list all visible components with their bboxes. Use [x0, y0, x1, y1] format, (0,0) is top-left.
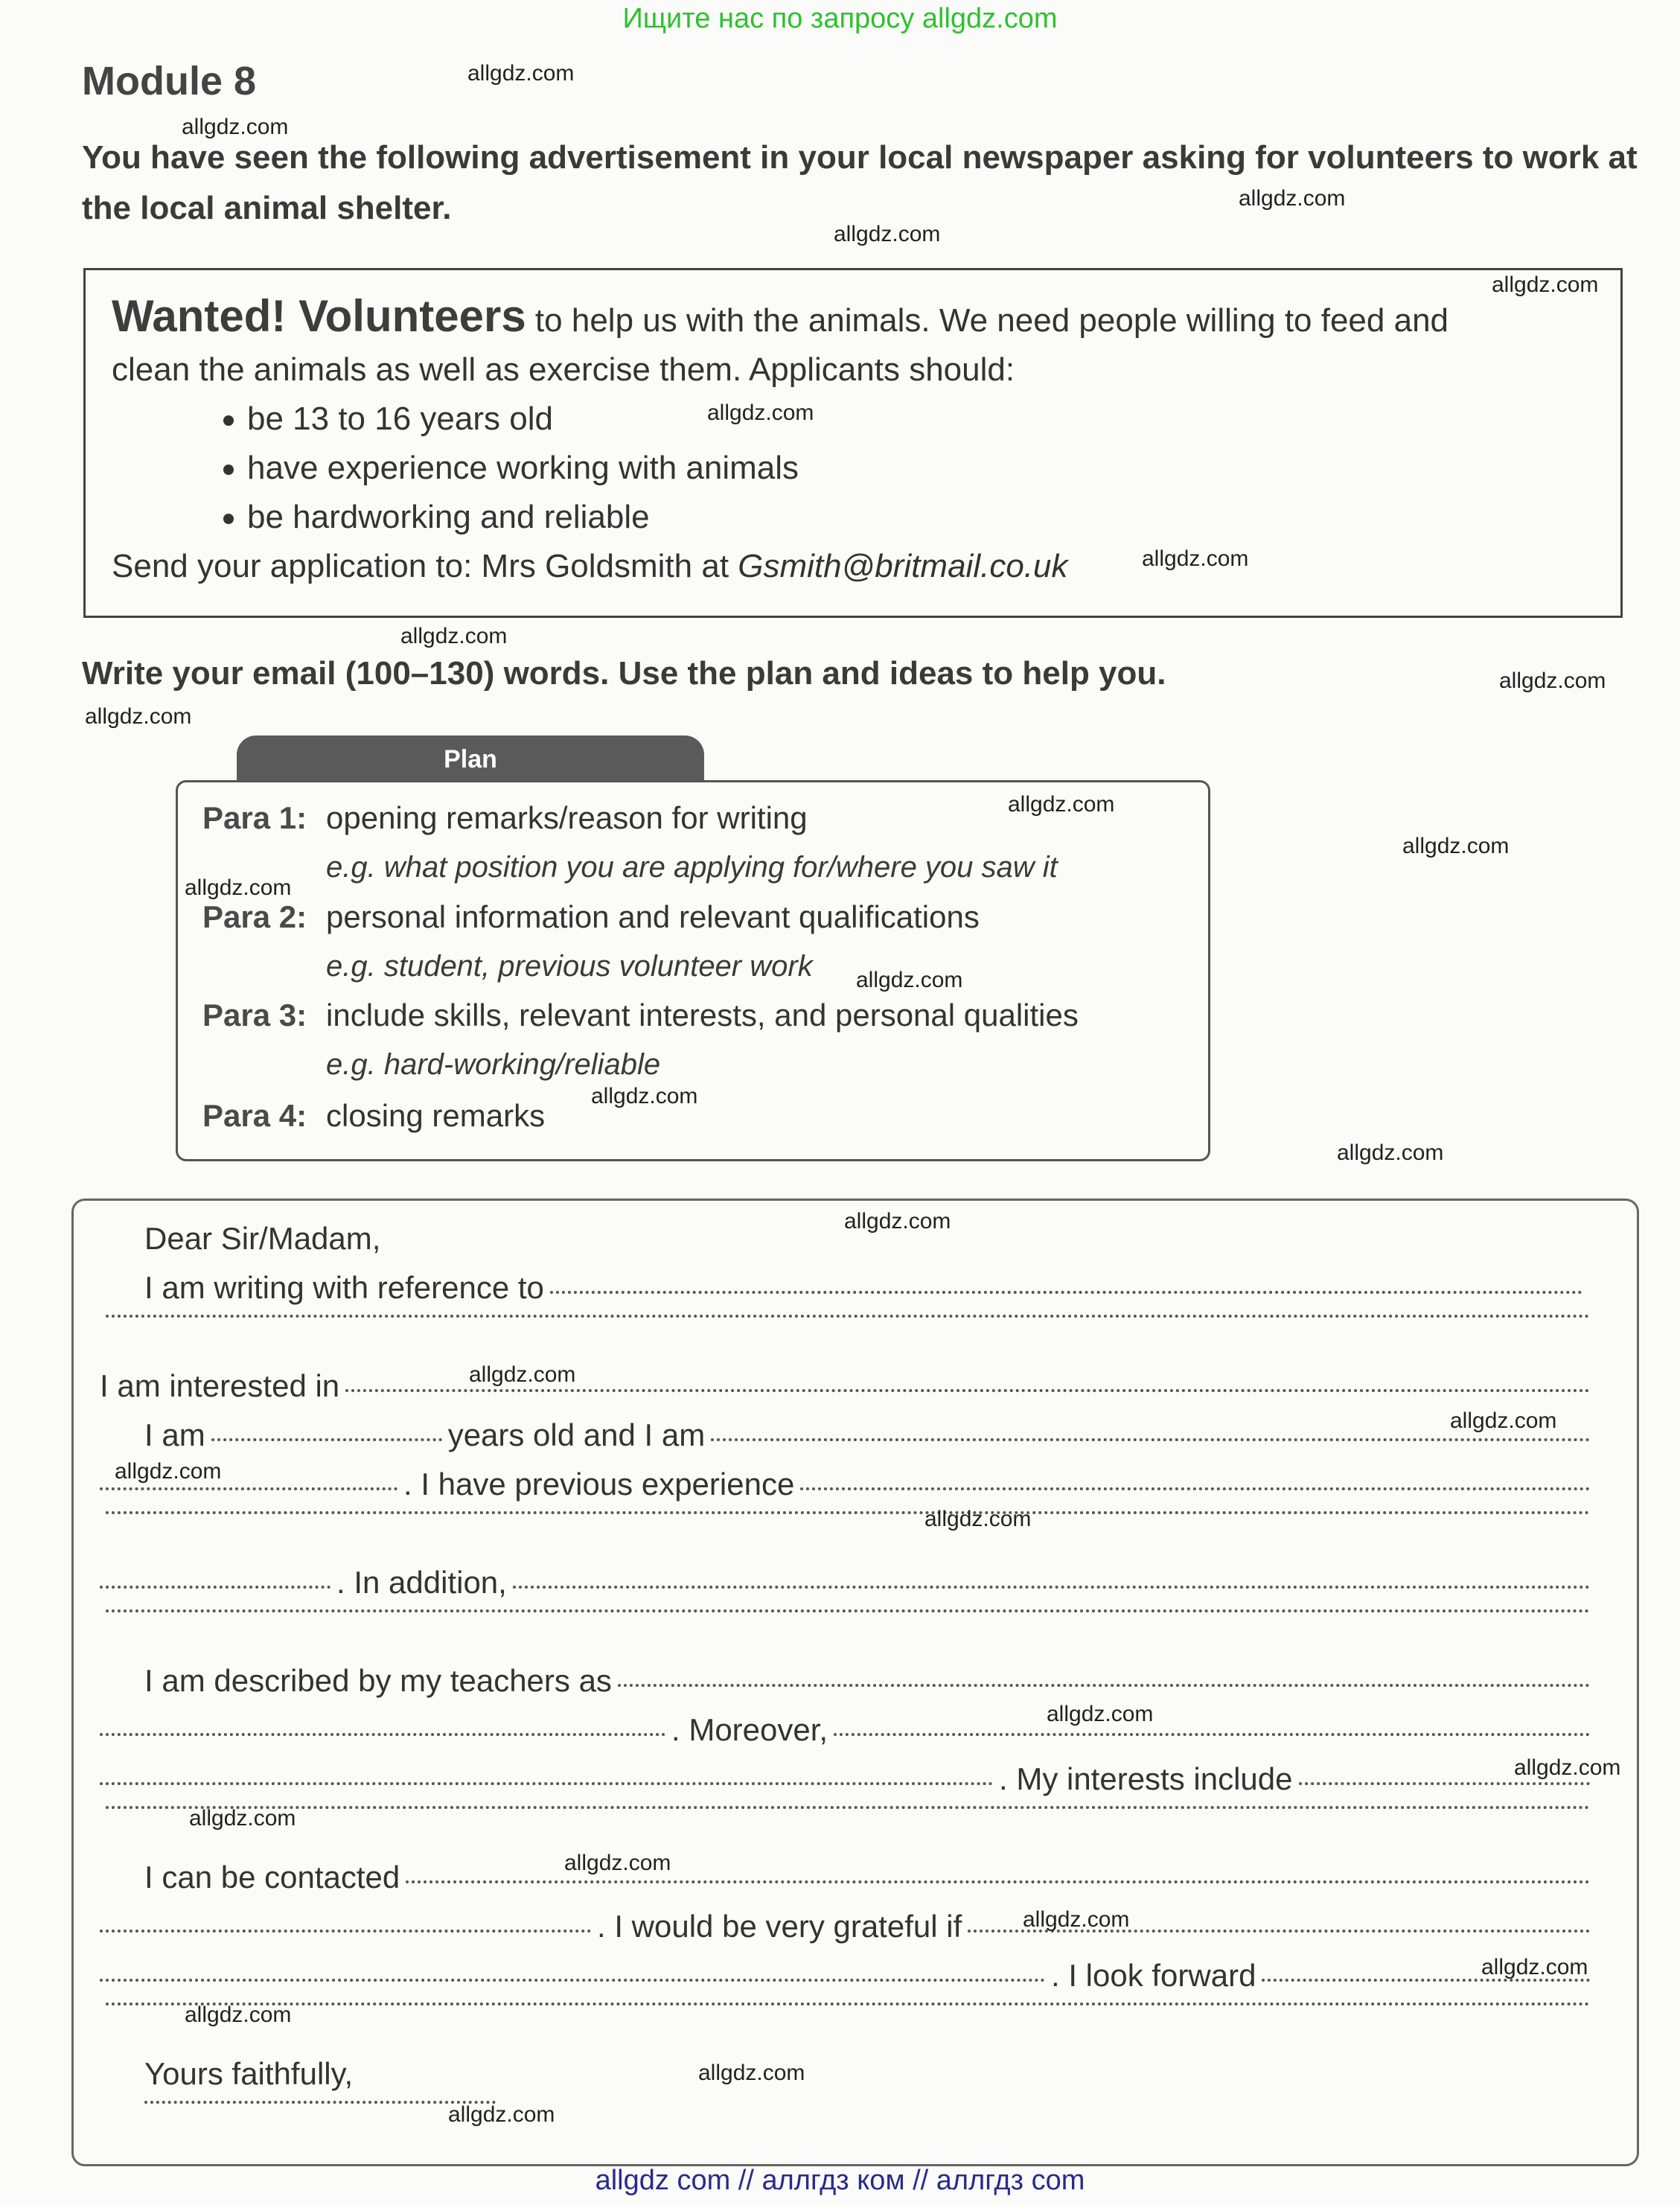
plan-example: e.g. what position you are applying for/where you saw it [326, 851, 1058, 884]
letter-line [100, 1810, 1596, 1813]
task-intro [82, 133, 1638, 234]
watermark: allgdz.com [85, 704, 192, 729]
blank-line[interactable] [406, 1880, 1590, 1883]
plan-example: e.g. hard-working/reliable [326, 1048, 661, 1081]
intro-line-1: You have seen the following advertisement in your local newspaper asking for volunteers to work at [82, 139, 1638, 176]
blank-line[interactable] [100, 1930, 591, 1933]
blank-line[interactable] [513, 1586, 1590, 1589]
letter-line: . I look forward [100, 1958, 1596, 1994]
watermark: allgdz.com [1514, 1755, 1621, 1780]
blank-line[interactable] [144, 2101, 496, 2104]
watermark: allgdz.com [448, 2102, 555, 2127]
advertisement-text [112, 292, 1600, 591]
blank-line[interactable] [800, 1487, 1590, 1490]
blank-line[interactable] [100, 1782, 993, 1785]
plan-row: Para 4: closing remarks [202, 1098, 546, 1133]
watermark: allgdz.com [189, 1806, 296, 1831]
watermark: allgdz.com [1023, 1907, 1130, 1932]
watermark: allgdz.com [1402, 834, 1510, 858]
blank-line[interactable] [100, 1733, 665, 1736]
watermark: allgdz.com [1481, 1955, 1588, 1979]
letter-line [100, 2007, 1596, 2010]
letter-line: I am interested in [100, 1368, 1596, 1404]
watermark: allgdz.com [1239, 186, 1346, 211]
bullet-icon [223, 465, 234, 475]
watermark: allgdz.com [1492, 272, 1599, 297]
watermark: allgdz.com [707, 401, 814, 425]
letter-line: I am years old and I am [144, 1417, 1596, 1453]
plan-row: Para 2: personal information and relevant qualifications [202, 899, 980, 934]
ad-line-2: clean the animals as well as exercise them. Applicants should: [112, 351, 1015, 388]
letter-line [100, 1614, 1596, 1617]
watermark: allgdz.com [591, 1084, 698, 1108]
letter-greeting: Dear Sir/Madam, [144, 1221, 381, 1256]
watermark: allgdz.com [1047, 1702, 1154, 1726]
blank-line[interactable] [550, 1291, 1582, 1294]
watermark: allgdz.com [115, 1459, 222, 1484]
intro-line-2: the local animal shelter. [82, 190, 452, 226]
top-banner: Ищите нас по запросу allgdz.com [622, 3, 1058, 34]
watermark: allgdz.com [185, 875, 292, 900]
watermark: allgdz.com [182, 115, 289, 139]
blank-line[interactable] [211, 1438, 442, 1441]
blank-line[interactable] [106, 1511, 1590, 1514]
watermark: allgdz.com [1450, 1408, 1557, 1433]
ad-headline: Wanted! Volunteers [112, 291, 526, 341]
letter-closing: Yours faithfully, [144, 2056, 354, 2091]
blank-line[interactable] [100, 1979, 1045, 1982]
watermark: allgdz.com [698, 2061, 805, 2085]
ad-line-1: to help us with the animals. We need people willing to feed and [526, 302, 1449, 339]
letter-line: I can be contacted [144, 1860, 1596, 1895]
watermark: allgdz.com [467, 61, 575, 86]
watermark: allgdz.com [924, 1507, 1032, 1531]
watermark: allgdz.com [834, 222, 941, 246]
letter-line [100, 1319, 1596, 1322]
letter-line: . I have previous experience [100, 1467, 1596, 1502]
watermark: allgdz.com [1008, 792, 1115, 817]
watermark: allgdz.com [469, 1362, 576, 1387]
ad-send-line: Send your application to: Mrs Goldsmith at Gsmith@britmail.co.uk [112, 548, 1068, 584]
blank-line[interactable] [100, 1487, 397, 1490]
blank-line[interactable] [345, 1389, 1590, 1392]
ad-bullet: have experience working with animals [112, 444, 1600, 493]
watermark: allgdz.com [1142, 546, 1249, 571]
watermark: allgdz.com [1337, 1140, 1444, 1165]
watermark: allgdz.com [844, 1209, 951, 1234]
blank-line[interactable] [834, 1733, 1590, 1736]
letter-line: I am writing with reference to [144, 1270, 1588, 1306]
watermark: allgdz.com [1499, 668, 1606, 693]
watermark: allgdz.com [856, 968, 963, 992]
bullet-icon [223, 514, 234, 524]
blank-line[interactable] [100, 1586, 330, 1589]
module-title: Module 8 [82, 59, 257, 103]
letter-line: . In addition, [100, 1565, 1596, 1601]
blank-line[interactable] [1299, 1782, 1591, 1785]
blank-line[interactable] [618, 1684, 1590, 1687]
blank-line[interactable] [106, 1315, 1590, 1318]
watermark: allgdz.com [400, 624, 508, 648]
writing-instruction: Write your email (100–130) words. Use the plan and ideas to help you. [82, 655, 1166, 692]
watermark: allgdz.com [185, 2003, 292, 2027]
bullet-icon [223, 415, 234, 426]
letter-line: I am described by my teachers as [144, 1663, 1596, 1699]
blank-line[interactable] [711, 1438, 1590, 1441]
letter-line: . Moreover, [100, 1712, 1596, 1748]
watermark: allgdz.com [564, 1851, 671, 1875]
blank-line[interactable] [106, 1609, 1590, 1612]
ad-email: Gsmith@britmail.co.uk [738, 548, 1068, 584]
plan-tab: Plan [237, 735, 704, 782]
letter-line: . I would be very grateful if [100, 1909, 1596, 1944]
blank-line[interactable] [106, 1806, 1590, 1809]
plan-row: Para 3: include skills, relevant interests, and personal qualities [202, 998, 1079, 1033]
ad-bullet: be hardworking and reliable [112, 493, 1600, 542]
ad-bullet: be 13 to 16 years old [112, 395, 1600, 444]
letter-line: . My interests include [100, 1761, 1596, 1797]
blank-line[interactable] [106, 2003, 1590, 2005]
plan-row: Para 1: opening remarks/reason for writing [202, 800, 808, 835]
letter-line [100, 1516, 1596, 1519]
bottom-banner: allgdz com // аллгдз ком // аллгдз com [595, 2165, 1085, 2196]
plan-example: e.g. student, previous volunteer work [326, 950, 813, 983]
